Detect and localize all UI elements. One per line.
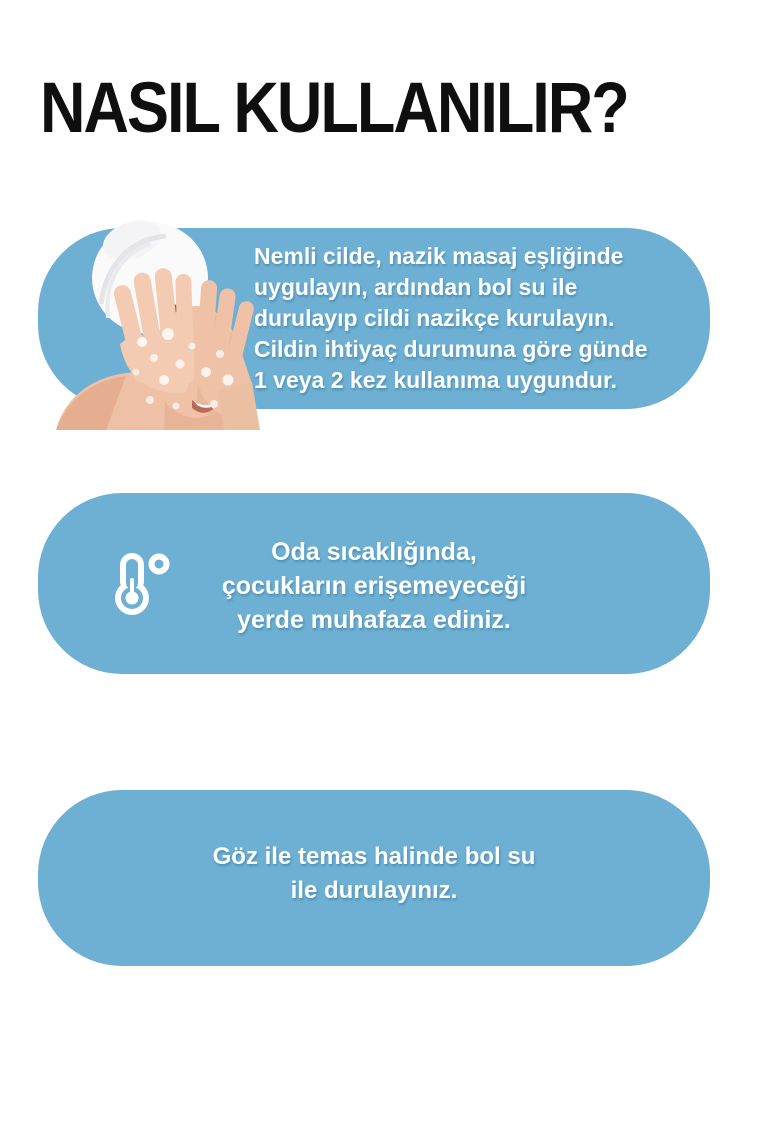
instruction-line: uygulayın, ardından bol su ile	[254, 274, 578, 300]
storage-instructions-card	[38, 493, 710, 674]
eye-contact-warning-text	[38, 840, 710, 908]
woman-washing-face-photo	[46, 214, 260, 430]
instruction-line: Göz ile temas halinde bol su	[212, 843, 536, 870]
page-title: NASIL KULLANILIR?	[40, 68, 628, 148]
instruction-line: durulayıp cildi nazikçe kurulayın.	[254, 305, 615, 331]
instruction-line: Oda sıcaklığında,	[271, 538, 477, 566]
application-instructions-card	[38, 228, 710, 409]
eye-contact-warning-card	[38, 790, 710, 966]
instruction-line: Nemli cilde, nazik masaj eşliğinde	[254, 243, 624, 269]
application-instructions-text	[254, 241, 702, 396]
instruction-line: 1 veya 2 kez kullanıma uygundur.	[254, 367, 618, 393]
instruction-line: yerde muhafaza ediniz.	[237, 606, 511, 634]
storage-instructions-text	[38, 535, 710, 637]
instruction-line: Cildin ihtiyaç durumuna göre günde	[254, 336, 648, 362]
instruction-line: ile durulayınız.	[290, 877, 458, 904]
instruction-line: çocukların erişemeyeceği	[221, 572, 527, 600]
